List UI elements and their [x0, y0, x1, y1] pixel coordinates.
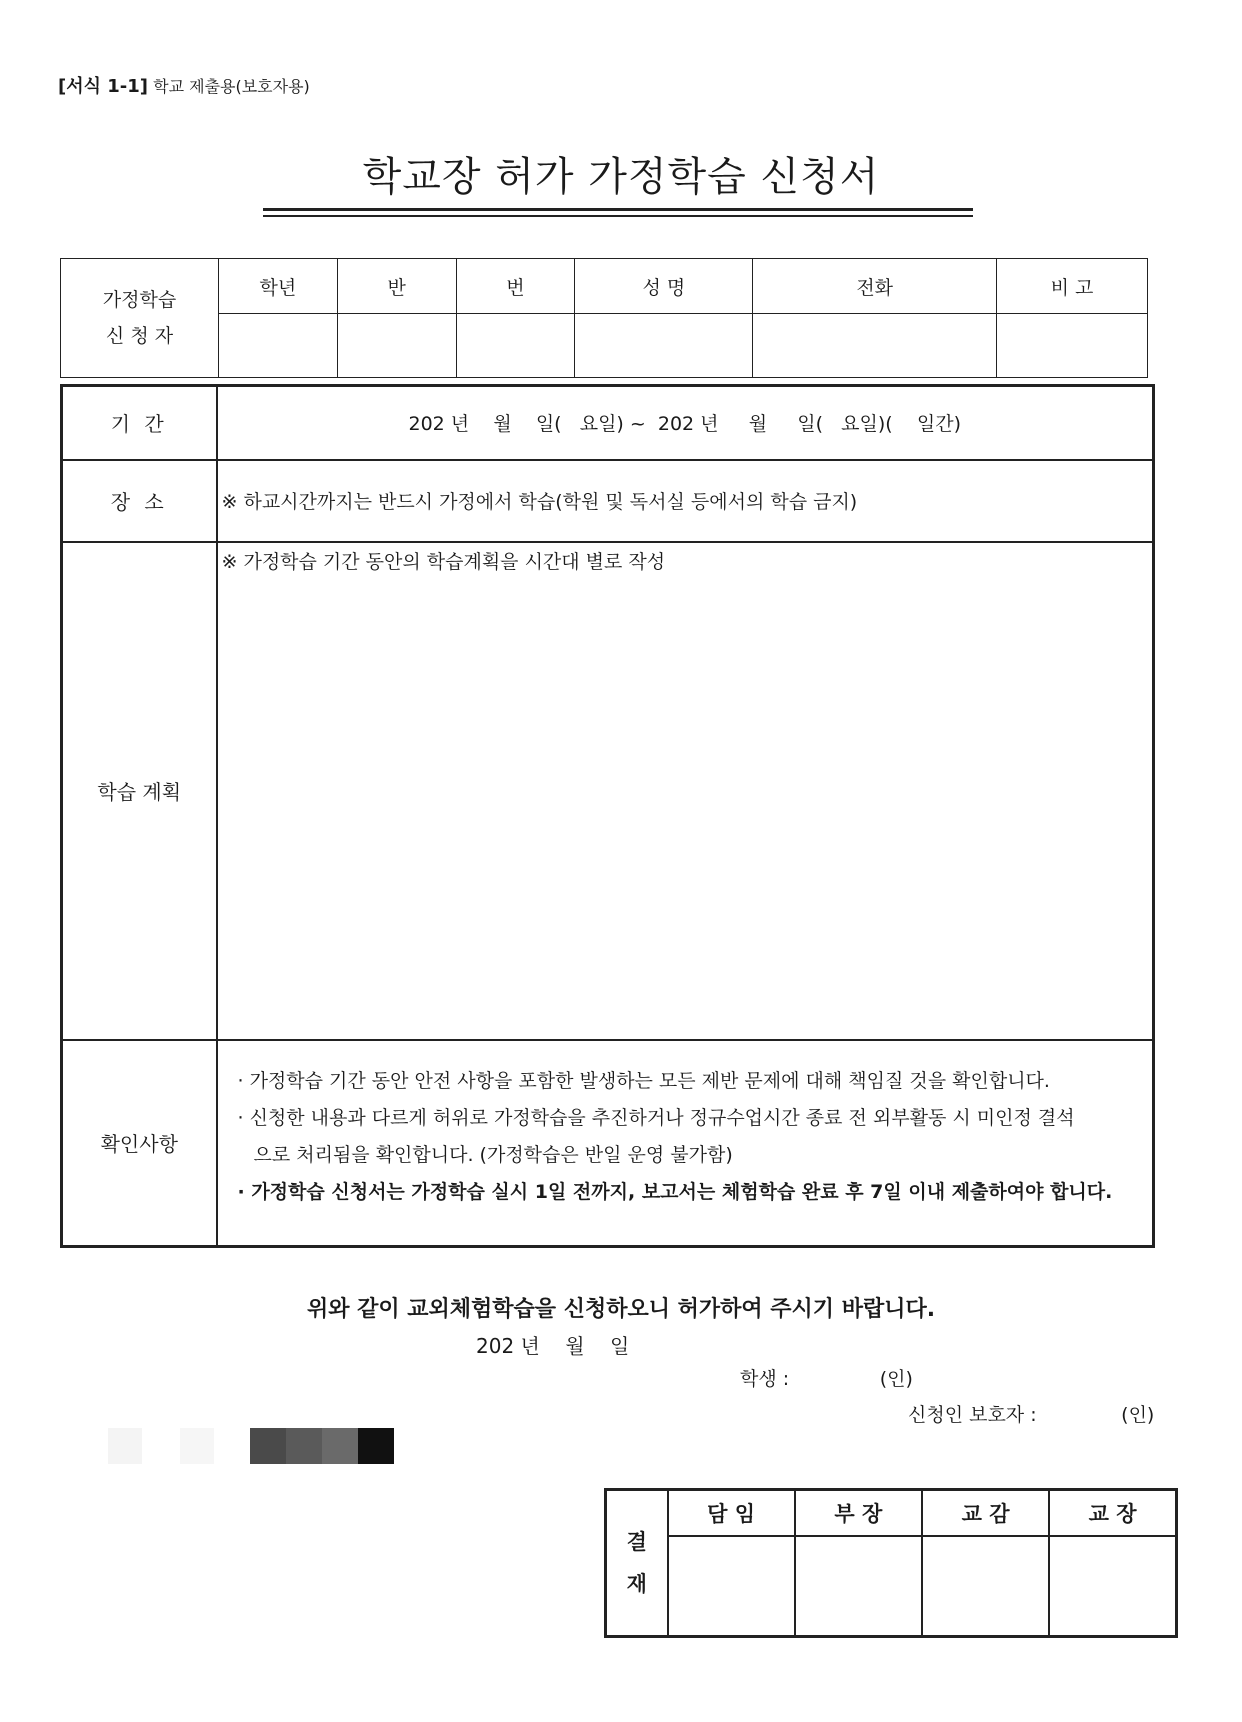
principal-sign-box[interactable] — [1049, 1536, 1176, 1637]
main-table — [60, 384, 1155, 1248]
applicant-label-line1: 가정학습 — [102, 289, 177, 311]
applicant-label — [61, 259, 219, 378]
col-name: 성 명 — [575, 259, 753, 314]
approval-homeroom: 담 임 — [668, 1490, 795, 1536]
plan-note: ※ 가정학습 기간 동안의 학습계획을 시간대 별로 작성 — [221, 550, 666, 573]
guardian-signature: 신청인 보호자 : (인) — [908, 1404, 1155, 1426]
redacted-block — [250, 1428, 286, 1464]
page-title: 학교장 허가 가정학습 신청서 — [362, 154, 880, 200]
approval-label-bottom: 재 — [626, 1572, 647, 1596]
applicant-table — [60, 258, 1148, 378]
redacted-block — [286, 1428, 322, 1464]
place-value: ※ 하교시간까지는 반드시 가정에서 학습(학원 및 독서실 등에서의 학습 금지) — [217, 460, 1154, 542]
col-note: 비 고 — [996, 259, 1147, 314]
approval-table — [604, 1488, 1178, 1638]
number-field[interactable] — [456, 314, 575, 378]
period-field[interactable]: 202 년 월 일( 요일) ~ 202 년 월 일( 요일)( 일간) — [217, 386, 1154, 460]
application-date: 202 년 월 일 — [476, 1334, 630, 1358]
homeroom-sign-box[interactable] — [668, 1536, 795, 1637]
title-underline — [263, 208, 973, 217]
request-statement: 위와 같이 교외체험학습을 신청하오니 허가하여 주시기 바랍니다. — [306, 1297, 936, 1322]
class-field[interactable] — [337, 314, 456, 378]
confirm-label: 확인사항 — [62, 1040, 217, 1247]
name-field[interactable] — [575, 314, 753, 378]
confirm-items — [217, 1040, 1154, 1247]
redacted-block — [358, 1428, 394, 1464]
head-sign-box[interactable] — [795, 1536, 922, 1637]
confirm-item: · 신청한 내용과 다르게 허위로 가정학습을 추진하거나 정규수업시간 종료 전 외부활동 시 미인정 결석 — [237, 1106, 1075, 1129]
redacted-block — [180, 1428, 214, 1464]
col-class: 반 — [337, 259, 456, 314]
approval-label — [606, 1490, 668, 1637]
plan-field[interactable] — [217, 542, 1154, 1040]
note-field[interactable] — [996, 314, 1147, 378]
confirm-item: · 가정학습 기간 동안 안전 사항을 포함한 발생하는 모든 제반 문제에 대해 책임질 것을 확인합니다. — [237, 1069, 1050, 1092]
period-label: 기 간 — [62, 386, 217, 460]
col-grade: 학년 — [219, 259, 338, 314]
form-label — [58, 72, 310, 98]
grade-field[interactable] — [219, 314, 338, 378]
approval-label-top: 결 — [626, 1530, 647, 1554]
redacted-block — [108, 1428, 142, 1464]
approval-head: 부 장 — [795, 1490, 922, 1536]
col-number: 번 — [456, 259, 575, 314]
student-signature: 학생 : (인) — [740, 1368, 913, 1390]
plan-label: 학습 계획 — [62, 542, 217, 1040]
approval-principal: 교 장 — [1049, 1490, 1176, 1536]
col-phone: 전화 — [753, 259, 997, 314]
place-label: 장 소 — [62, 460, 217, 542]
approval-vice-principal: 교 감 — [922, 1490, 1049, 1536]
applicant-label-line2: 신 청 자 — [105, 325, 174, 347]
confirm-item: 으로 처리됨을 확인합니다. (가정학습은 반일 운영 불가함) — [253, 1143, 733, 1166]
phone-field[interactable] — [753, 314, 997, 378]
form-code: [서식 1-1] — [58, 76, 149, 97]
confirm-item-deadline: · 가정학습 신청서는 가정학습 실시 1일 전까지, 보고서는 체험학습 완료 후 7일 이내 제출하여야 합니다. — [237, 1180, 1113, 1203]
vice-principal-sign-box[interactable] — [922, 1536, 1049, 1637]
redacted-block — [322, 1428, 358, 1464]
form-usage: 학교 제출용(보호자용) — [153, 77, 310, 96]
